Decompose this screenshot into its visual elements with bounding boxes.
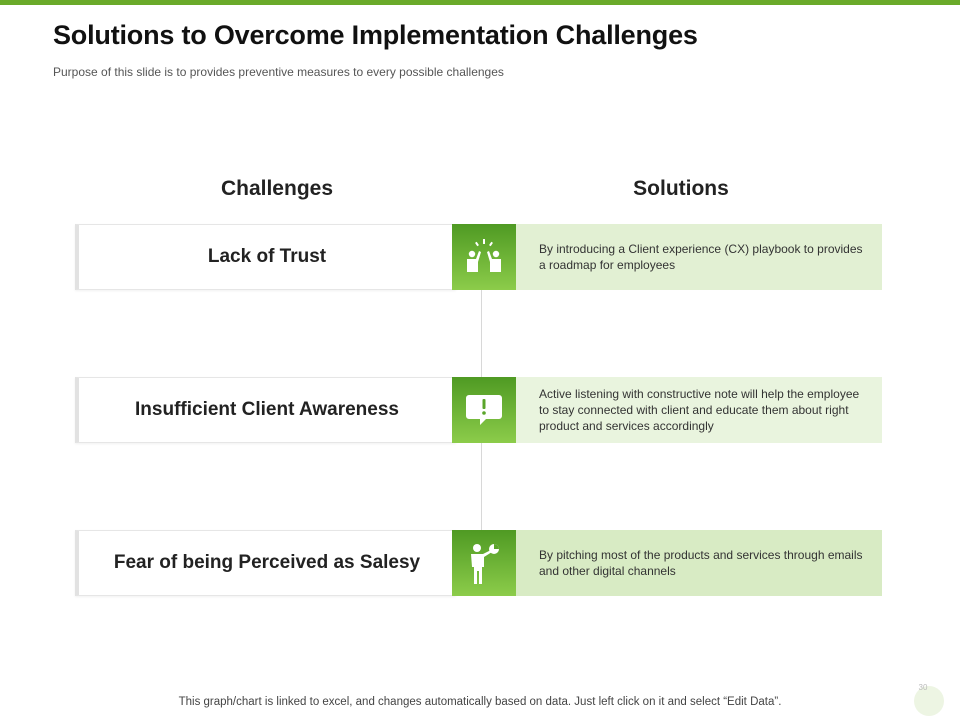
challenge-row-awareness: [75, 377, 882, 443]
challenge-label: Insufficient Client Awareness: [135, 399, 399, 420]
slide-title: Solutions to Overcome Implementation Challenges: [53, 20, 698, 50]
presenter-chart-icon: [452, 530, 516, 596]
footer-note: This graph/chart is linked to excel, and changes automatically based on data. Just left click on it and select “Edit Data”.: [178, 696, 782, 708]
solution-card: [516, 377, 882, 443]
exclamation-speech-bubble-icon: [452, 377, 516, 443]
high-five-people-icon: [452, 224, 516, 290]
challenge-card: [75, 530, 456, 596]
solution-text: Active listening with constructive note will help the employee to stay connected with client and educate them about right product and services accordingly: [539, 387, 860, 433]
solution-text: By pitching most of the products and services through emails and other digital channels: [539, 548, 863, 578]
solution-card: [516, 530, 882, 596]
top-accent-bar: [0, 0, 960, 5]
challenge-label: Fear of being Perceived as Salesy: [113, 552, 421, 573]
challenge-card: [75, 377, 456, 443]
slide-subtitle: Purpose of this slide is to provides preventive measures to every possible challenges: [53, 65, 504, 79]
solution-text: By introducing a Client experience (CX) playbook to provides a roadmap for employees: [539, 242, 863, 272]
challenge-card: [75, 224, 456, 290]
challenge-row-trust: [75, 224, 882, 290]
solution-card: [516, 224, 882, 290]
challenge-label: Lack of Trust: [207, 246, 327, 267]
page-number: 30: [918, 683, 928, 692]
challenge-row-salesy: [75, 530, 882, 596]
challenges-heading: Challenges: [220, 177, 334, 200]
solutions-heading: Solutions: [633, 177, 729, 200]
